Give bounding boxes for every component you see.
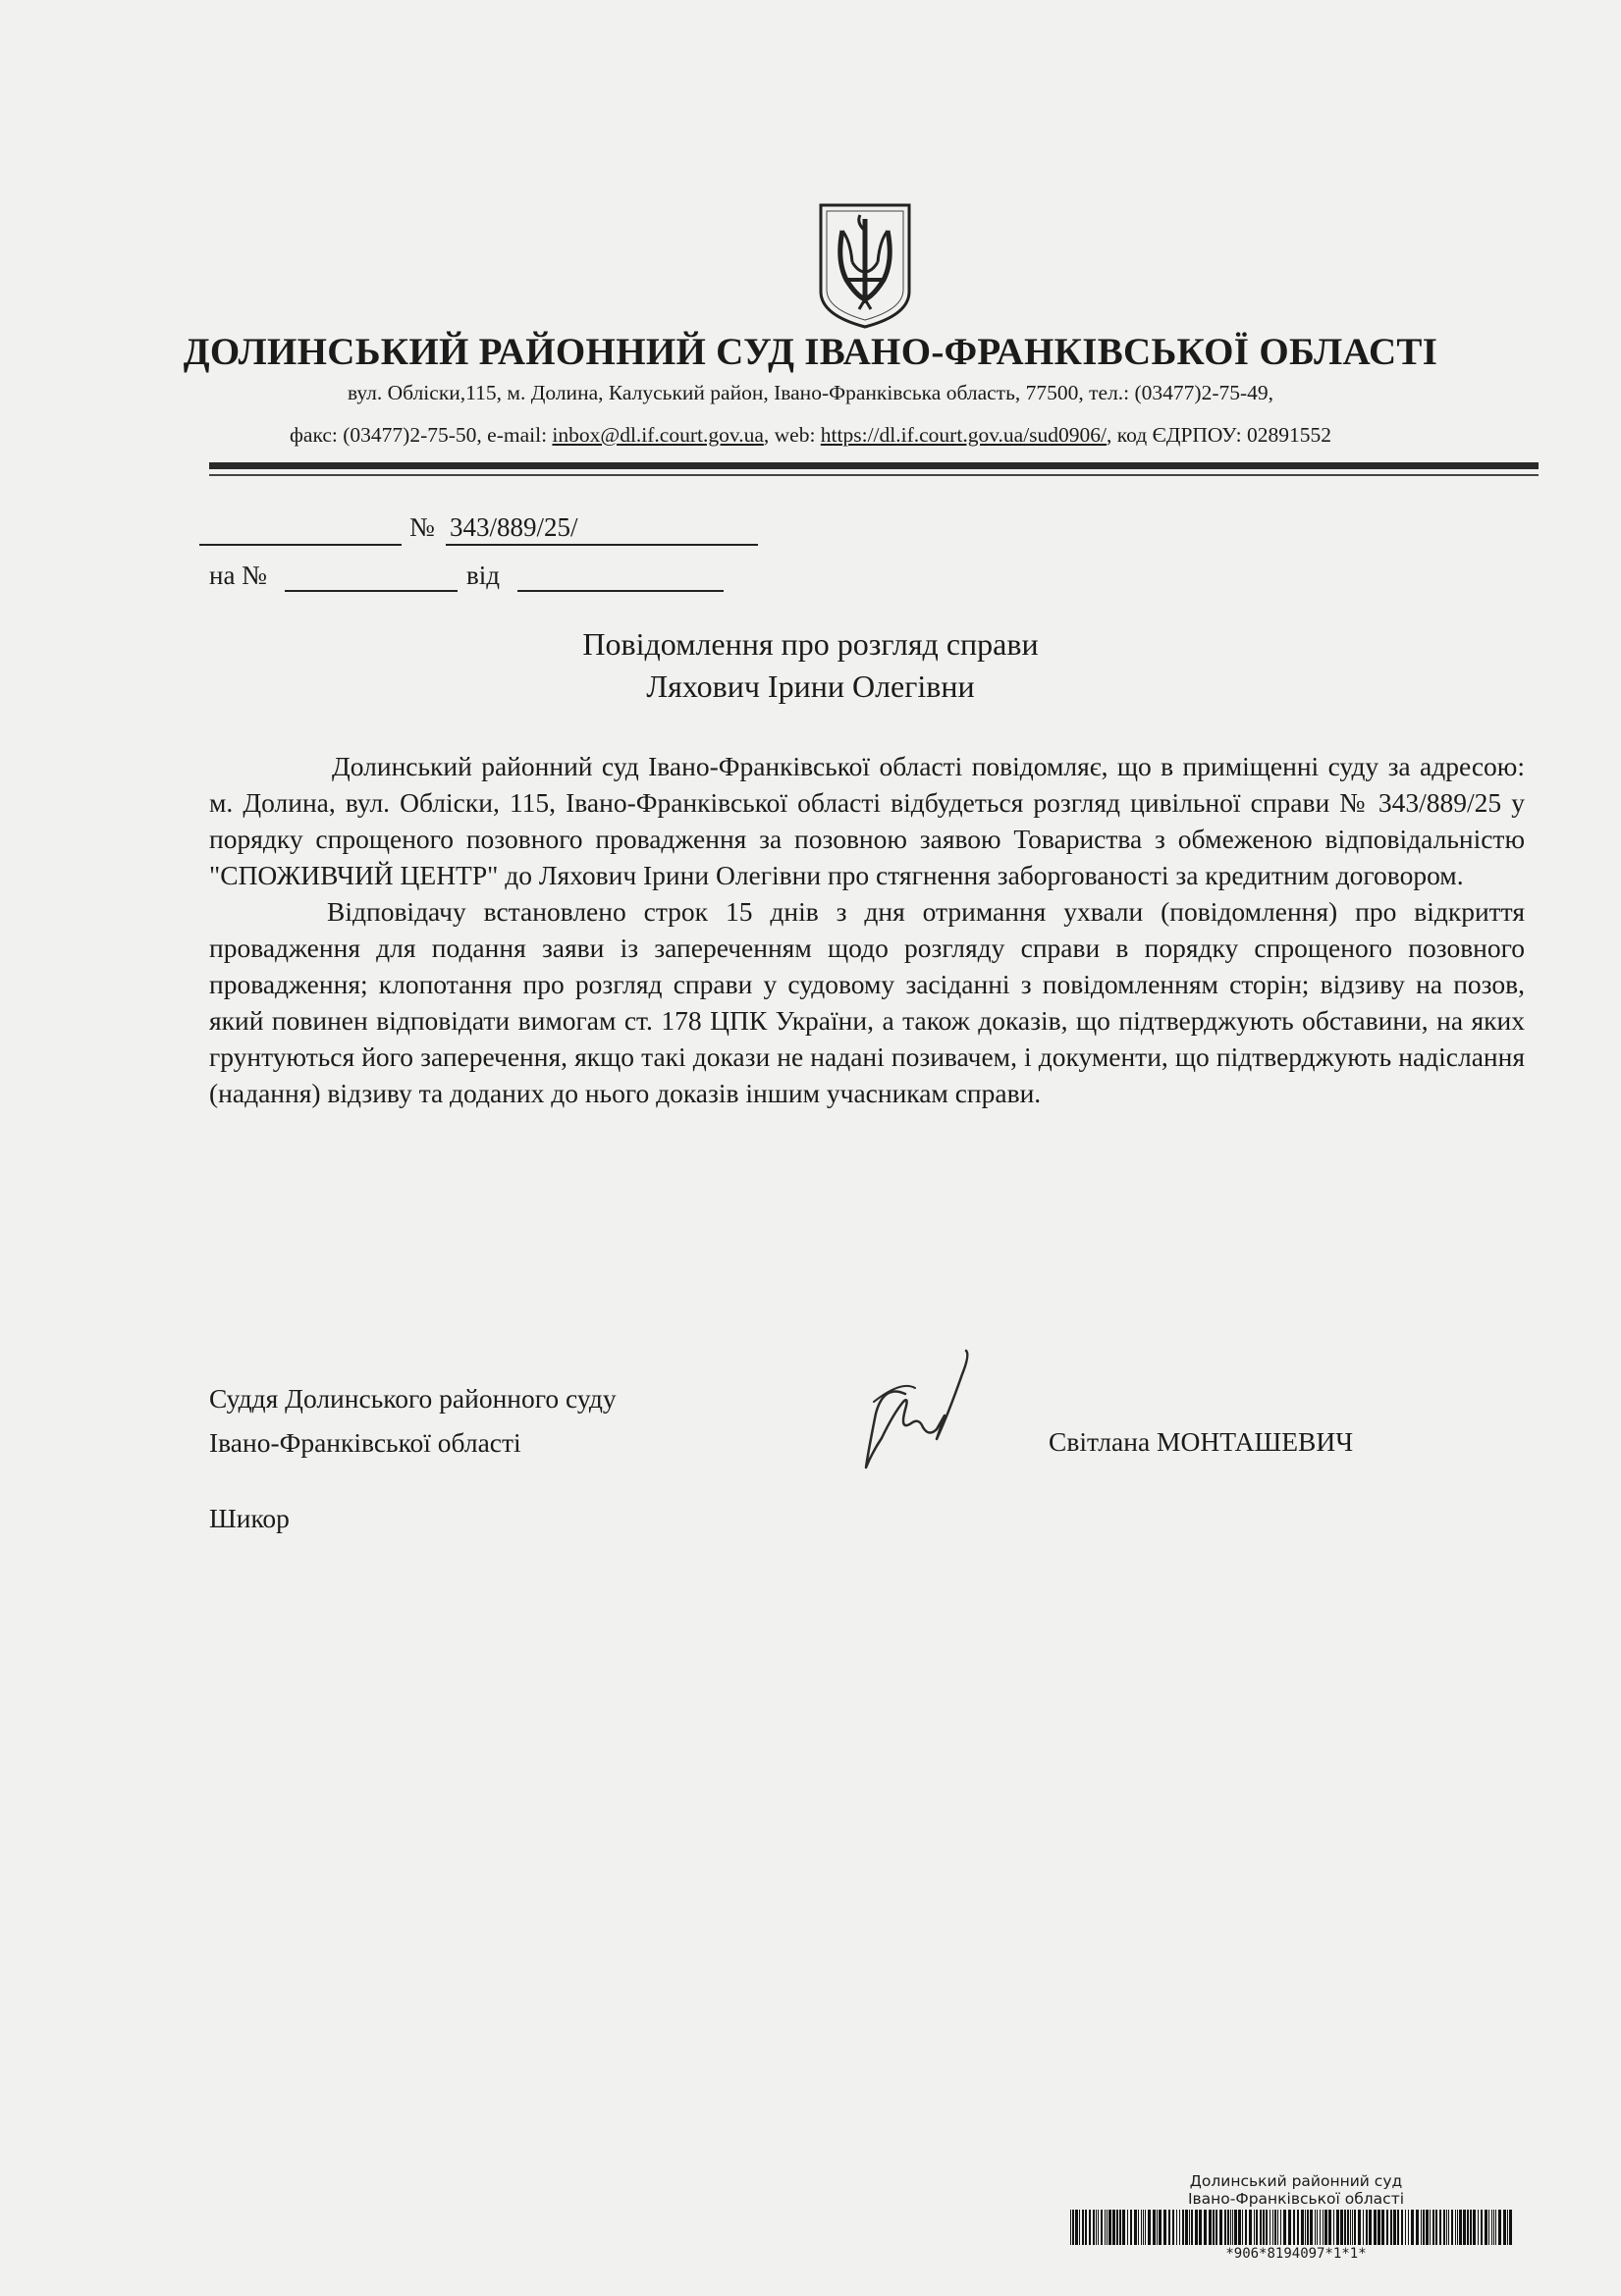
- reply-number-label: на №: [209, 561, 267, 590]
- barcode-bar: [1320, 2210, 1321, 2245]
- barcode-bar: [1408, 2210, 1409, 2245]
- barcode-bar: [1209, 2210, 1212, 2245]
- barcode-bar: [1336, 2210, 1339, 2245]
- barcode-bar: [1350, 2210, 1351, 2245]
- barcode-bar: [1191, 2210, 1193, 2245]
- barcode-bar: [1280, 2210, 1281, 2245]
- barcode-bar: [1405, 2210, 1406, 2245]
- barcode-bar: [1435, 2210, 1437, 2245]
- web-label: , web:: [763, 423, 821, 447]
- judge-position-line-1: Суддя Долинського районного суду: [209, 1383, 617, 1414]
- outgoing-number-label: №: [409, 512, 435, 542]
- barcode-bar: [1245, 2210, 1247, 2245]
- barcode-bar: [1143, 2210, 1144, 2245]
- barcode-bar: [1108, 2210, 1111, 2245]
- stamp-court-line-1: Долинський районний суд: [1189, 2172, 1403, 2190]
- barcode-bar: [1381, 2210, 1384, 2245]
- barcode-bar: [1344, 2210, 1346, 2245]
- barcode-bar: [1098, 2210, 1099, 2245]
- barcode-bar: [1075, 2210, 1078, 2245]
- barcode-bar: [1416, 2210, 1419, 2245]
- notice-paragraph-1: Долинський районний суд Івано-Франківської області повідомляє, що в приміщенні суду за адресою: м. Долина, вул. Обліски, 115, Івано-Франківської області відбудеться розгляд цивільної справи № 343/889/25 у порядку спрощеного позовного провадження за позовною заявою Товариства з обмеженою відповідальністю "СПОЖИВЧИЙ ЦЕНТР" до Ляхович Ірини Олегівни про стягнення заборгованості за кредитним договором.: [209, 751, 1525, 890]
- barcode-bar: [1189, 2210, 1190, 2245]
- judge-name: Світлана МОНТАШЕВИЧ: [1049, 1426, 1354, 1457]
- barcode-bar: [1307, 2210, 1309, 2245]
- barcode-bar: [1430, 2210, 1431, 2245]
- barcode-bar: [1301, 2210, 1304, 2245]
- barcode-bar: [1421, 2210, 1422, 2245]
- barcode-bar: [1163, 2210, 1166, 2245]
- barcode-bar: [1266, 2210, 1268, 2245]
- barcode-bar: [1176, 2210, 1177, 2245]
- barcode-bar: [1488, 2210, 1489, 2245]
- barcode-bar: [1448, 2210, 1449, 2245]
- court-name-heading: ДОЛИНСЬКИЙ РАЙОННИЙ СУД ІВАНО-ФРАНКІВСЬКОЇ ОБЛАСТІ: [183, 331, 1438, 373]
- outgoing-number-underline: [446, 544, 758, 546]
- barcode-bar: [1242, 2210, 1243, 2245]
- website-link[interactable]: https://dl.if.court.gov.ua/sud0906/: [820, 423, 1108, 447]
- barcode-bar: [1378, 2210, 1380, 2245]
- barcode-bar: [1354, 2210, 1356, 2245]
- email-link[interactable]: inbox@dl.if.court.gov.ua: [552, 423, 764, 447]
- reply-date-blank: [517, 590, 724, 592]
- barcode-bar: [1216, 2210, 1217, 2245]
- barcode-bar: [1141, 2210, 1142, 2245]
- barcode-bar: [1328, 2210, 1331, 2245]
- barcode-bar: [1498, 2210, 1501, 2245]
- barcode-bar: [1317, 2210, 1318, 2245]
- barcode-bar: [1463, 2210, 1466, 2245]
- barcode-bar: [1297, 2210, 1299, 2245]
- barcode-bar: [1470, 2210, 1472, 2245]
- barcode-bar: [1288, 2210, 1291, 2245]
- barcode-bar: [1159, 2210, 1162, 2245]
- outgoing-number-value: 343/889/25/: [450, 512, 578, 542]
- barcode-bar: [1509, 2210, 1512, 2245]
- barcode-bar: [1493, 2210, 1494, 2245]
- notice-paragraph-2: Відповідачу встановлено строк 15 днів з дня отримання ухвали (повідомлення) про відкриття провадження для подання заяви із запереченням щодо розгляду справи в порядку спрощеного позовного провадження; клопотання про розгляд справи у судовому засіданні з повідомленням сторін; відзиву на позов, який повинен відповідати вимогам ст. 178 ЦПК України, а також доказів, що підтверджують обставини, на яких грунтуються його заперечення, якщо такі докази не надані позивачем, і документи, що підтверджують надіслання (надання) відзиву та доданих до нього доказів іншим учасникам справи.: [209, 896, 1525, 1108]
- barcode-bar: [1107, 2210, 1108, 2245]
- barcode-bar: [1079, 2210, 1080, 2245]
- barcode-bar: [1116, 2210, 1118, 2245]
- barcode-bar: [1495, 2210, 1496, 2245]
- barcode-bar: [1481, 2210, 1483, 2245]
- barcode-bar: [1340, 2210, 1343, 2245]
- barcode-bar: [1130, 2210, 1132, 2245]
- barcode-bar: [1070, 2210, 1071, 2245]
- barcode-bar: [1393, 2210, 1396, 2245]
- barcode-bar: [1153, 2210, 1156, 2245]
- barcode-bar: [1219, 2210, 1222, 2245]
- barcode-bar: [1096, 2210, 1097, 2245]
- barcode-bar: [1457, 2210, 1458, 2245]
- barcode-bar: [1230, 2210, 1231, 2245]
- barcode-bar: [1105, 2210, 1106, 2245]
- barcode-bar: [1473, 2210, 1476, 2245]
- barcode-bar: [1277, 2210, 1278, 2245]
- barcode-bar: [1333, 2210, 1334, 2245]
- registration-stamp: [1070, 2172, 1522, 2262]
- court-address: вул. Обліски,115, м. Долина, Калуський район, Івано-Франківська область, 77500, тел.: (03477)2-75-49,: [347, 381, 1274, 404]
- barcode-bar: [1082, 2210, 1084, 2245]
- barcode-bar: [1467, 2210, 1469, 2245]
- barcode-bar: [1185, 2210, 1188, 2245]
- barcode-bar: [1232, 2210, 1233, 2245]
- barcode-bar: [1283, 2210, 1286, 2245]
- barcode-bar: [1199, 2210, 1202, 2245]
- barcode-bar: [1204, 2210, 1207, 2245]
- judge-position-line-2: Івано-Франківської області: [209, 1427, 521, 1458]
- barcode-bar: [1072, 2210, 1074, 2245]
- barcode-bar: [1491, 2210, 1492, 2245]
- barcode-bar: [1459, 2210, 1462, 2245]
- barcode-bar: [1256, 2210, 1258, 2245]
- judge-position: [209, 1376, 617, 1465]
- notice-body: [209, 748, 1525, 1111]
- barcode-bar: [1127, 2210, 1128, 2245]
- barcode-bar: [1426, 2210, 1429, 2245]
- barcode-bar: [1157, 2210, 1158, 2245]
- barcode-bar: [1249, 2210, 1252, 2245]
- coat-of-arms-emblem: [817, 201, 913, 331]
- barcode-bar: [1363, 2210, 1364, 2245]
- barcode-bar: [1310, 2210, 1313, 2245]
- edrpou-code: , код ЄДРПОУ: 02891552: [1107, 423, 1331, 447]
- barcode-bar: [1260, 2210, 1262, 2245]
- barcode-bar: [1182, 2210, 1184, 2245]
- barcode-bar: [1093, 2210, 1095, 2245]
- barcode-bar: [1119, 2210, 1121, 2245]
- barcode-bar: [1315, 2210, 1316, 2245]
- barcode-bar: [1227, 2210, 1229, 2245]
- barcode-bar: [1366, 2210, 1368, 2245]
- outgoing-date-blank: [199, 544, 402, 546]
- barcode-bar: [1179, 2210, 1180, 2245]
- handwritten-signature: [854, 1345, 1001, 1477]
- barcode-bar: [1172, 2210, 1174, 2245]
- barcode-bar: [1374, 2210, 1377, 2245]
- barcode-bar: [1411, 2210, 1414, 2245]
- barcode-bar: [1451, 2210, 1453, 2245]
- barcode-bar: [1238, 2210, 1241, 2245]
- barcode-bar: [1423, 2210, 1425, 2245]
- barcode-bar: [1168, 2210, 1170, 2245]
- barcode-bar: [1323, 2210, 1324, 2245]
- barcode: [1070, 2210, 1518, 2245]
- barcode-bar: [1293, 2210, 1295, 2245]
- barcode-bar: [1324, 2210, 1327, 2245]
- barcode-bar: [1443, 2210, 1445, 2245]
- barcode-bar: [1254, 2210, 1255, 2245]
- header-divider-thick: [209, 462, 1539, 469]
- barcode-bar: [1455, 2210, 1456, 2245]
- barcode-bar: [1507, 2210, 1508, 2245]
- barcode-bar: [1145, 2210, 1146, 2245]
- barcode-bar: [1274, 2210, 1276, 2245]
- reply-number-blank: [285, 590, 458, 592]
- barcode-bar: [1478, 2210, 1479, 2245]
- header-divider-thin: [209, 474, 1539, 476]
- barcode-bar: [1358, 2210, 1361, 2245]
- barcode-bar: [1390, 2210, 1392, 2245]
- barcode-code: *906*8194097*1*1*: [1225, 2246, 1367, 2262]
- barcode-bar: [1397, 2210, 1399, 2245]
- barcode-bar: [1112, 2210, 1115, 2245]
- barcode-bar: [1485, 2210, 1487, 2245]
- notice-title: Повідомлення про розгляд справи: [582, 626, 1039, 662]
- reply-from-label: від: [466, 561, 500, 590]
- barcode-bar: [1446, 2210, 1447, 2245]
- barcode-bar: [1213, 2210, 1215, 2245]
- barcode-bar: [1347, 2210, 1349, 2245]
- executor-name: Шикор: [209, 1503, 290, 1533]
- barcode-bar: [1305, 2210, 1306, 2245]
- notice-defendant-name: Ляхович Ірини Олегівни: [646, 668, 975, 704]
- barcode-bar: [1272, 2210, 1273, 2245]
- barcode-bar: [1432, 2210, 1434, 2245]
- barcode-bar: [1195, 2210, 1198, 2245]
- barcode-bar: [1439, 2210, 1441, 2245]
- barcode-bar: [1263, 2210, 1265, 2245]
- barcode-bar: [1101, 2210, 1103, 2245]
- barcode-bar: [1352, 2210, 1353, 2245]
- barcode-bar: [1503, 2210, 1506, 2245]
- barcode-bar: [1085, 2210, 1087, 2245]
- barcode-bar: [1234, 2210, 1237, 2245]
- barcode-bar: [1138, 2210, 1139, 2245]
- barcode-bar: [1401, 2210, 1403, 2245]
- stamp-court-line-2: Івано-Франківської області: [1187, 2190, 1405, 2208]
- court-contacts: [0, 423, 1621, 448]
- fax-label: факс: (03477)2-75-50, e-mail:: [289, 423, 553, 447]
- barcode-bar: [1386, 2210, 1388, 2245]
- barcode-bar: [1122, 2210, 1125, 2245]
- barcode-bar: [1089, 2210, 1091, 2245]
- barcode-bar: [1148, 2210, 1151, 2245]
- barcode-bar: [1134, 2210, 1137, 2245]
- barcode-bar: [1369, 2210, 1372, 2245]
- barcode-bar: [1224, 2210, 1226, 2245]
